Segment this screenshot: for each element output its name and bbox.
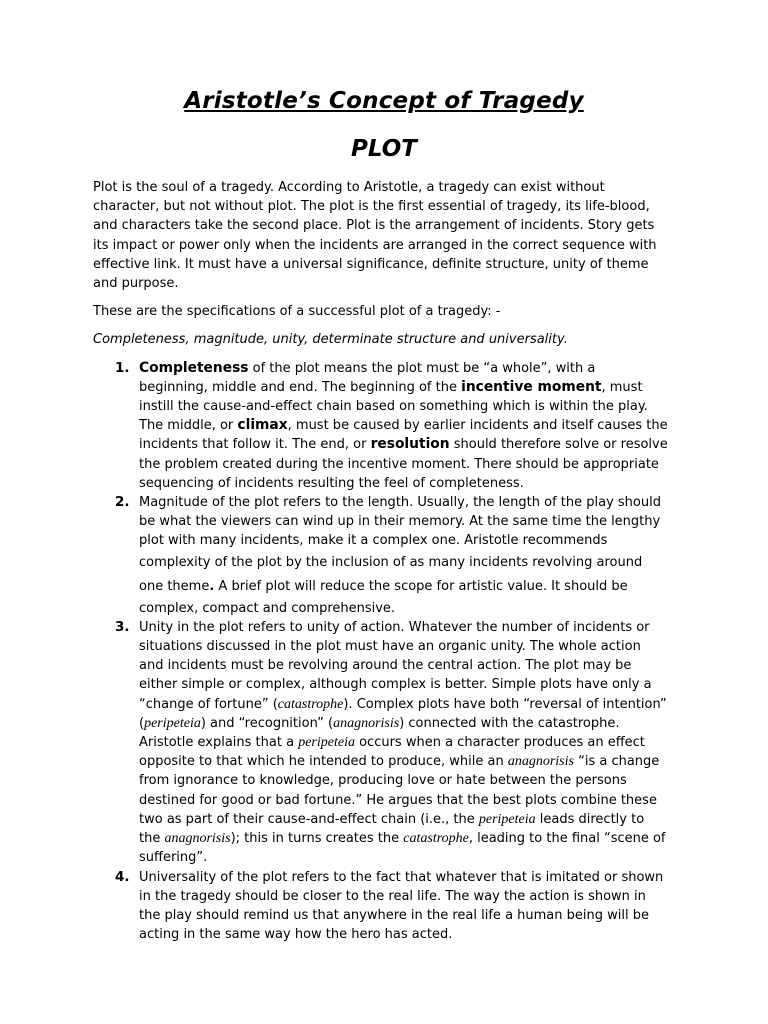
list-item-text: Magnitude of the plot refers to the length. Usually, the length of the play should be what the viewers can wind up in their memory. At the same time the lengthy plot with many incidents, make it a complex one. Aristotle recommends complexity of: [139, 495, 661, 570]
term-anagnorisis: anagnorisis: [333, 715, 400, 731]
list-item-text: the plot by the inclusion of as many incidents revolving around one theme: [139, 554, 643, 594]
list-item-text: Universality of the plot refers to the fact that whatever that is imitated or shown in the tragedy should be closer to the real life. The way the action is shown in the play should remind us that anywhere in the real life a human being will be acting in the same way how the hero has acted.: [139, 869, 664, 943]
list-item: [93, 868, 668, 945]
term-completeness: Completeness: [139, 359, 249, 376]
list-item-text: “is a change from ignorance to knowledge, producing love or hate between the persons destined for good or bad fortune.” He argues that the best plots combine these two as part of their cause-and-effect chain (i.e., the: [139, 754, 660, 827]
document-title: Aristotle’s Concept of Tragedy: [184, 88, 584, 114]
intro-paragraph: Plot is the soul of a tragedy. According to Aristotle, a tragedy can exist without character, but not without plot. The plot is the first essential of tragedy, its life-blood, and characters take the second place. Plot is the arrangement of incidents. Story gets its impact or power only when the incidents are arranged in the correct sequence with effective link. It must have a universal significance, definite structure, unity of theme and purpose.: [93, 180, 657, 292]
list-item: [93, 618, 668, 868]
term-incentive-moment: incentive moment: [461, 378, 602, 395]
section-heading: PLOT: [351, 136, 417, 162]
term-peripeteia: peripeteia: [144, 715, 201, 731]
list-item-number: 4.: [115, 868, 130, 885]
list-item-number: 1.: [115, 359, 130, 376]
list-item-text: Unity in the plot refers to unity of action. Whatever the number of incidents or situations discussed in the plot must have an organic unity. The whole action and incidents must be revolving around the central action. The plot may be either simple or complex, although complex is better. Simple plots have only a “change of fortune” (: [139, 619, 652, 712]
list-item-number: 2.: [115, 494, 130, 511]
term-anagnorisis: anagnorisis: [164, 831, 231, 847]
list-item-text: leads directly to the: [139, 811, 645, 847]
list-item-text: occurs when a character produces an effect opposite to that which he intended to produce, while an: [139, 735, 645, 770]
term-climax: climax: [237, 417, 288, 434]
document-body: [93, 178, 668, 944]
list-item-number: 3.: [115, 618, 130, 635]
list-item-text: A brief plot will reduce the scope for artistic value. It should be complex, compact and comprehensive.: [139, 578, 628, 616]
list-item-text: , leading to the final “scene of suffering”.: [139, 831, 666, 866]
specs-lead-paragraph: These are the specifications of a successful plot of a tragedy: -: [93, 304, 501, 320]
specifications-list: [93, 359, 668, 945]
term-peripeteia: peripeteia: [478, 811, 536, 827]
list-item-text: ) and “recognition” (: [200, 715, 334, 731]
term-anagnorisis: anagnorisis: [507, 754, 574, 770]
list-item: [93, 493, 668, 618]
list-item-text: .: [209, 578, 215, 594]
list-item-text: should therefore solve or resolve the problem created during the incentive moment. There should be appropriate sequencing of incidents resulting the feel of completeness.: [139, 437, 668, 491]
list-item: [93, 359, 668, 493]
list-item-text: ) connected with the catastrophe. Aristotle explains that a: [139, 715, 620, 751]
list-item-text: , must instill the cause-and-effect chain based on something which is within the play. The middle, or: [139, 379, 648, 434]
term-catastrophe: catastrophe: [403, 831, 469, 847]
specs-list-paragraph: Completeness, magnitude, unity, determinate structure and universality.: [93, 332, 568, 348]
list-item-text: , must be caused by earlier incidents and itself causes the incidents that follow it. The end, or: [139, 418, 668, 453]
term-peripeteia: peripeteia: [298, 735, 355, 751]
term-catastrophe: catastrophe: [277, 696, 344, 712]
term-resolution: resolution: [370, 436, 450, 453]
list-item-text: of the plot means the plot must be “a whole”, with a beginning, middle and end. The beginning of the: [139, 360, 596, 395]
list-item-text: ); this in turns creates the: [230, 831, 404, 847]
list-item-text: ). Complex plots have both “reversal of intention” (: [139, 696, 667, 731]
